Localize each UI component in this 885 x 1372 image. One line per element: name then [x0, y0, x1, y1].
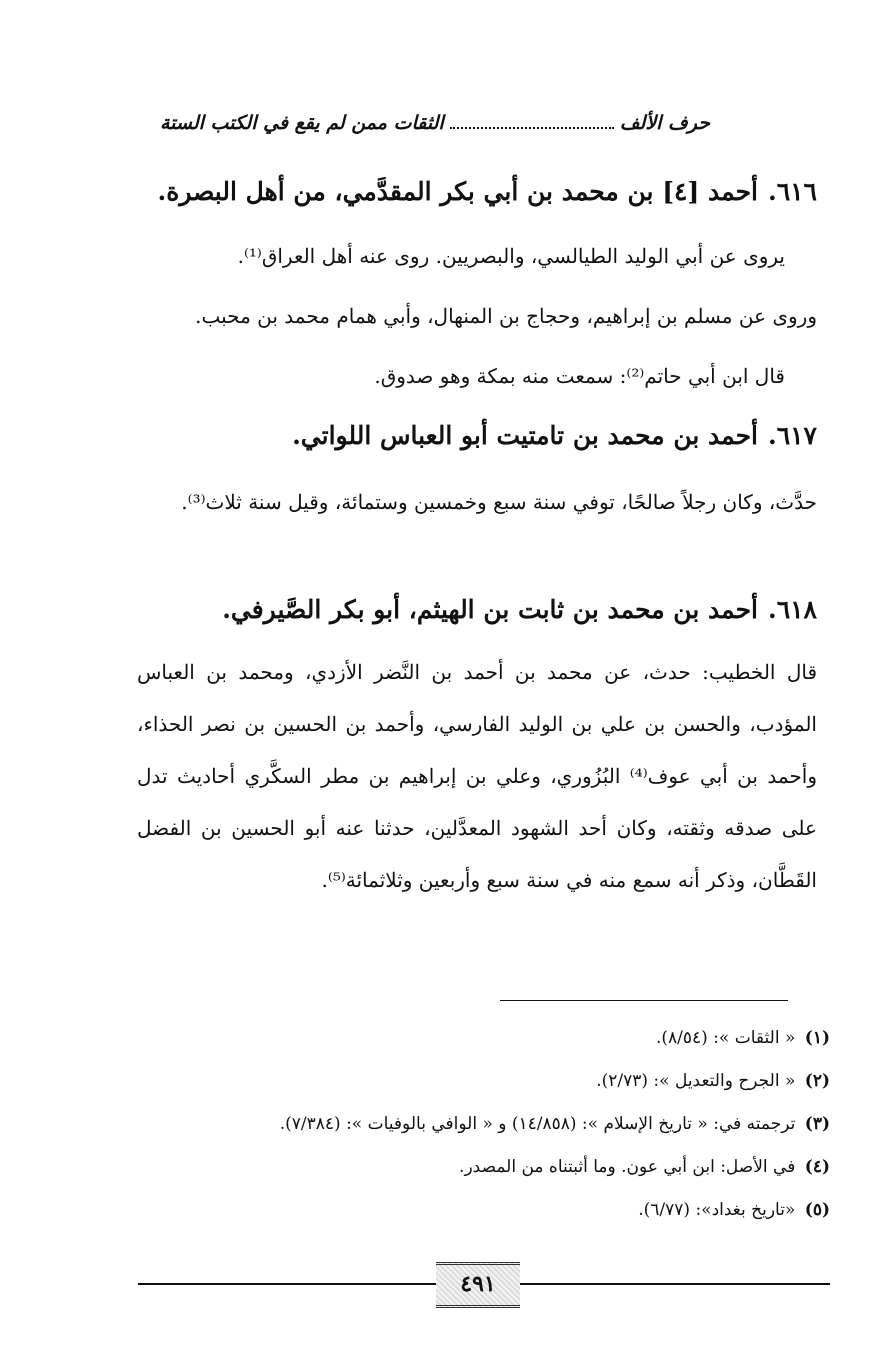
- entry-number: ٦١٧.: [767, 421, 817, 450]
- entry-616-paragraph-1: يروى عن أبي الوليد الطيالسي، والبصريين. روى عنه أهل العراق⁽¹⁾.: [237, 244, 785, 268]
- page-number: ٤٩١: [436, 1262, 520, 1308]
- entry-616-paragraph-2: وروى عن مسلم بن إبراهيم، وحجاج بن المنهال، وأبي همام محمد بن محبب.: [195, 304, 817, 328]
- running-head-dots: [450, 115, 614, 129]
- footnote-text: في الأصل: ابن أبي عون. وما أثبتناه من المصدر.: [459, 1157, 796, 1177]
- entry-title: أحمد [٤] بن محمد بن أبي بكر المقدَّمي، من أهل البصرة.: [157, 177, 758, 206]
- footnotes: [110, 1017, 830, 1232]
- footnote-text: « الجرح والتعديل »: (٢/٧٣).: [596, 1071, 796, 1091]
- entry-616-paragraph-3: قال ابن أبي حاتم⁽²⁾: سمعت منه بمكة وهو صدوق.: [374, 364, 785, 388]
- footnote-4: [110, 1146, 830, 1189]
- footnote-3: [110, 1103, 830, 1146]
- running-head: [160, 112, 710, 142]
- running-head-book: الثقات ممن لم يقع في الكتب الستة: [160, 112, 444, 134]
- footnote-number: (٤): [804, 1157, 830, 1177]
- footnote-text: «تاريخ بغداد»: (٦/٧٧).: [638, 1200, 796, 1220]
- footnote-1: [110, 1017, 830, 1060]
- footnote-separator: [500, 1000, 788, 1001]
- entry-heading-616: [117, 172, 817, 212]
- entry-number: ٦١٦.: [767, 177, 817, 206]
- footnote-5: [110, 1189, 830, 1232]
- running-head-section: حرف الألف: [619, 112, 710, 134]
- footnote-2: [110, 1060, 830, 1103]
- footer-rule-left: [138, 1283, 436, 1285]
- entry-617-paragraph-1: حدَّث، وكان رجلاً صالحًا، توفي سنة سبع وخمسين وستمائة، وقيل سنة ثلاث⁽³⁾.: [181, 490, 817, 514]
- entry-heading-617: [117, 416, 817, 456]
- footnote-number: (٥): [804, 1200, 830, 1220]
- footnote-number: (٢): [804, 1071, 830, 1091]
- entry-618-paragraph-1: قال الخطيب: حدث، عن محمد بن أحمد بن النَّضر الأزدي، ومحمد بن العباس المؤدب، والحسن بن علي بن الوليد الفارسي، وأحمد بن الحسين بن نصر الحذاء، وأحمد بن أبي عوف⁽⁴⁾ البُزُوري، وعلي بن إبراهيم بن مطر السكَّري أحاديث تدل على صدقه وثقته، وكان أحد الشهود المعدَّلين، حدثنا عنه أبو الحسين بن الفضل القَطَّان، وذكر أنه سمع منه في سنة سبع وأربعين وثلاثمائة⁽⁵⁾.: [137, 660, 817, 892]
- footnote-text: ترجمته في: « تاريخ الإسلام »: (١٤/٨٥٨) و « الوافي بالوفيات »: (٧/٣٨٤).: [279, 1114, 796, 1134]
- entry-number: ٦١٨.: [767, 595, 817, 624]
- entry-heading-618: [117, 590, 817, 630]
- footnote-text: « الثقات »: (٨/٥٤).: [655, 1028, 796, 1048]
- entry-title: أحمد بن محمد بن ثابت بن الهيثم، أبو بكر الصَّيرفي.: [222, 595, 758, 624]
- footnote-number: (١): [804, 1028, 830, 1048]
- footnote-number: (٣): [804, 1114, 830, 1134]
- entry-title: أحمد بن محمد بن تامتيت أبو العباس اللواتي.: [292, 421, 758, 450]
- footer-rule-right: [520, 1283, 830, 1285]
